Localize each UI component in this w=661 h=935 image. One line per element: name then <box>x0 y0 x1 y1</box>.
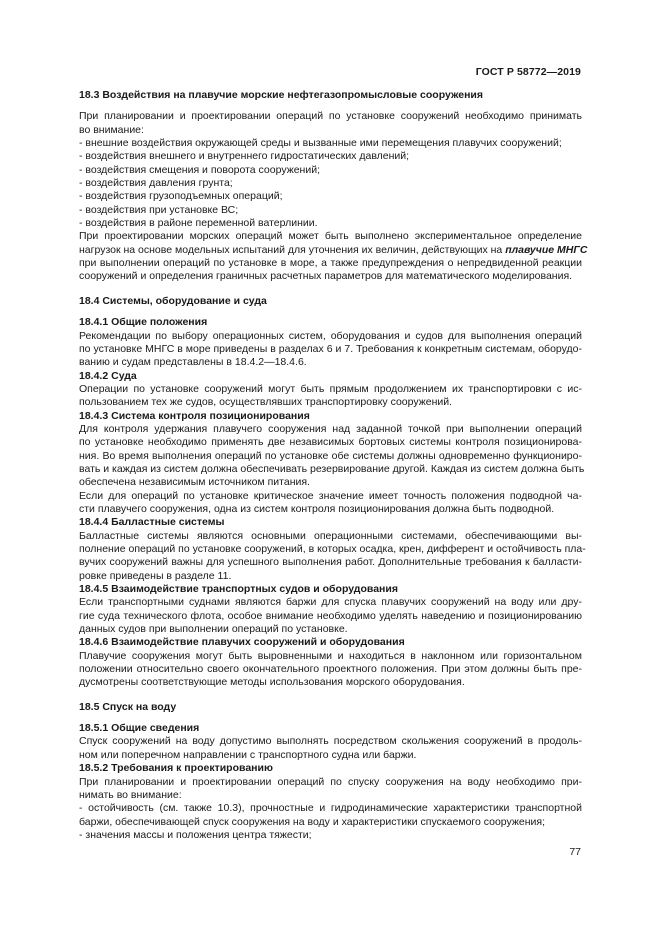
subsection-18-4-6-title: 18.4.6 Взаимодействие плавучих сооружений и оборудования <box>79 636 405 649</box>
list-item: - воздействия внешнего и внутреннего гидростатических давлений; <box>79 150 410 163</box>
s18-3-intro-line-2: во внимание: <box>79 123 144 136</box>
list-item: - воздействия в районе переменной ватерлинии. <box>79 217 318 230</box>
s18-3-p2-line-1: При проектировании морских операций может быть выполнено экспериментальное определение <box>79 230 582 243</box>
list-item: - внешние воздействия окружающей среды и вызванные ими перемещения плавучих сооружений; <box>79 137 562 150</box>
list-item: - воздействия смещения и поворота сооружений; <box>79 163 321 176</box>
text-line: вучих сооружений важны для успешного выполнения работ. Дополнительные требования к балласти- <box>79 556 582 569</box>
text-line: баржи, обеспечивающей спуск сооружения на воду и характеристики спускаемого сооружения; <box>79 815 546 828</box>
s18-3-p2-line-4: сооружений и определения граничных расчетных параметров для математического моделирования. <box>79 270 573 283</box>
text-line: обеспечена независимым источником питания. <box>79 476 310 489</box>
text-line: Спуск сооружений на воду допустимо выполнять посредством скольжения сооружений в продоль- <box>79 735 582 748</box>
text-line: Балластные системы являются основными операционными системами, обеспечивающими вы- <box>79 529 582 542</box>
text-line: ния. Во время выполнения операций по установке обе системы должны одновременно функциониро- <box>79 449 582 462</box>
text-line: данных судов при выполнении операций по установке. <box>79 623 348 636</box>
text-line: При планировании и проектировании операций по спуску сооружения на воду необходимо при- <box>79 775 582 788</box>
emphasis-mngs: плавучие МНГС <box>505 243 588 256</box>
text-line: - остойчивость (см. также 10.3), прочностные и гидродинамические характеристики транспортной <box>79 802 582 815</box>
s18-3-intro-line-1: При планировании и проектировании операций по установке сооружений необходимо принимать <box>79 110 582 123</box>
text-line: Если транспортными суднами являются баржи для спуска плавучих сооружений на воду или дру- <box>79 596 582 609</box>
text-line: пользованием тех же судов, осуществлявших транспортировку сооружений. <box>79 396 453 409</box>
s18-3-p2-line-3: при выполнении операций по установке в море, а также предупреждения о непредвиденной реакции <box>79 257 582 270</box>
s18-3-list <box>79 137 582 230</box>
section-18-5-title: 18.5 Спуск на воду <box>79 700 177 713</box>
text-line: Плавучие сооружения могут быть выровненными и находиться в наклонном или горизонтальном <box>79 649 582 662</box>
section-18-3-title: 18.3 Воздействия на плавучие морские нефтегазопромысловые сооружения <box>79 89 484 101</box>
text-line: сти плавучего сооружения, одна из систем контроля позиционирования должна быть подводной. <box>79 502 555 515</box>
text-line: положении относительно своего окончательного проектного положения. При этом должны быть пре- <box>79 663 582 676</box>
list-item: - воздействия грузоподъемных операций; <box>79 190 283 203</box>
section-18-4-title: 18.4 Системы, оборудование и суда <box>79 294 267 307</box>
text-line: вать и каждая из систем должна обеспечивать резервирование другой. Каждая из систем должна быть <box>79 462 585 475</box>
standard-header: ГОСТ Р 58772—2019 <box>475 66 581 78</box>
text-line: Операции по установке сооружений могут быть прямым продолжением их транспортировки с ис- <box>79 382 582 395</box>
subsection-18-4-4-title: 18.4.4 Балластные системы <box>79 516 225 529</box>
text-line: гие суда технического флота, особое внимание необходимо уделять наведению и позиционированию <box>79 609 582 622</box>
subsection-18-4-5-title: 18.4.5 Взаимодействие транспортных судов и оборудования <box>79 583 398 596</box>
page-number: 77 <box>569 846 581 858</box>
subsection-18-4-1-title: 18.4.1 Общие положения <box>79 316 208 329</box>
text-line: Для контроля удержания плавучего сооружения над заданной точкой при выполнении операций <box>79 422 582 435</box>
subsection-18-5-1-title: 18.5.1 Общие сведения <box>79 722 200 735</box>
list-item: - воздействия при установке ВС; <box>79 203 239 216</box>
text-line: по установке необходимо применять две независимых бортовых системы контроля позиционирова- <box>79 436 582 449</box>
subsection-18-4-2-title: 18.4.2 Суда <box>79 369 137 382</box>
list-item: - воздействия давления грунта; <box>79 177 233 190</box>
subsection-18-4-3-title: 18.4.3 Система контроля позиционирования <box>79 409 310 422</box>
text-line: по установке МНГС в море приведены в разделах 6 и 7. Требования к конкретным системам, оборудо- <box>79 342 582 355</box>
text-line: - значения массы и положения центра тяжести; <box>79 828 312 841</box>
document-body <box>79 89 588 842</box>
subsection-18-5-2-title: 18.5.2 Требования к проектированию <box>79 762 273 775</box>
text-line: Если для операций по установке критическое значение имеет точность положения подводной ча- <box>79 489 582 502</box>
text-line: полнение операций по установке сооружений, в которых осадка, крен, дифферент и остойчивость пла- <box>79 543 586 555</box>
text-line: ном или поперечном направлении с транспортного судна или баржи. <box>79 748 417 761</box>
text-line: дусмотрены соответствующие методы использования морского оборудования. <box>79 676 465 689</box>
text-line: нимать во внимание: <box>79 788 182 801</box>
text-line: ванию и судам представлены в 18.4.2—18.4.6. <box>79 356 307 369</box>
s18-3-p2-line-2: нагрузок на основе модельных испытаний для уточнения их величин, действующих на плавучие МНГС <box>79 243 588 256</box>
text-line: Рекомендации по выбору операционных систем, оборудования и судов для выполнения операций <box>79 329 582 342</box>
text-line: ровке приведены в разделе 11. <box>79 569 232 582</box>
